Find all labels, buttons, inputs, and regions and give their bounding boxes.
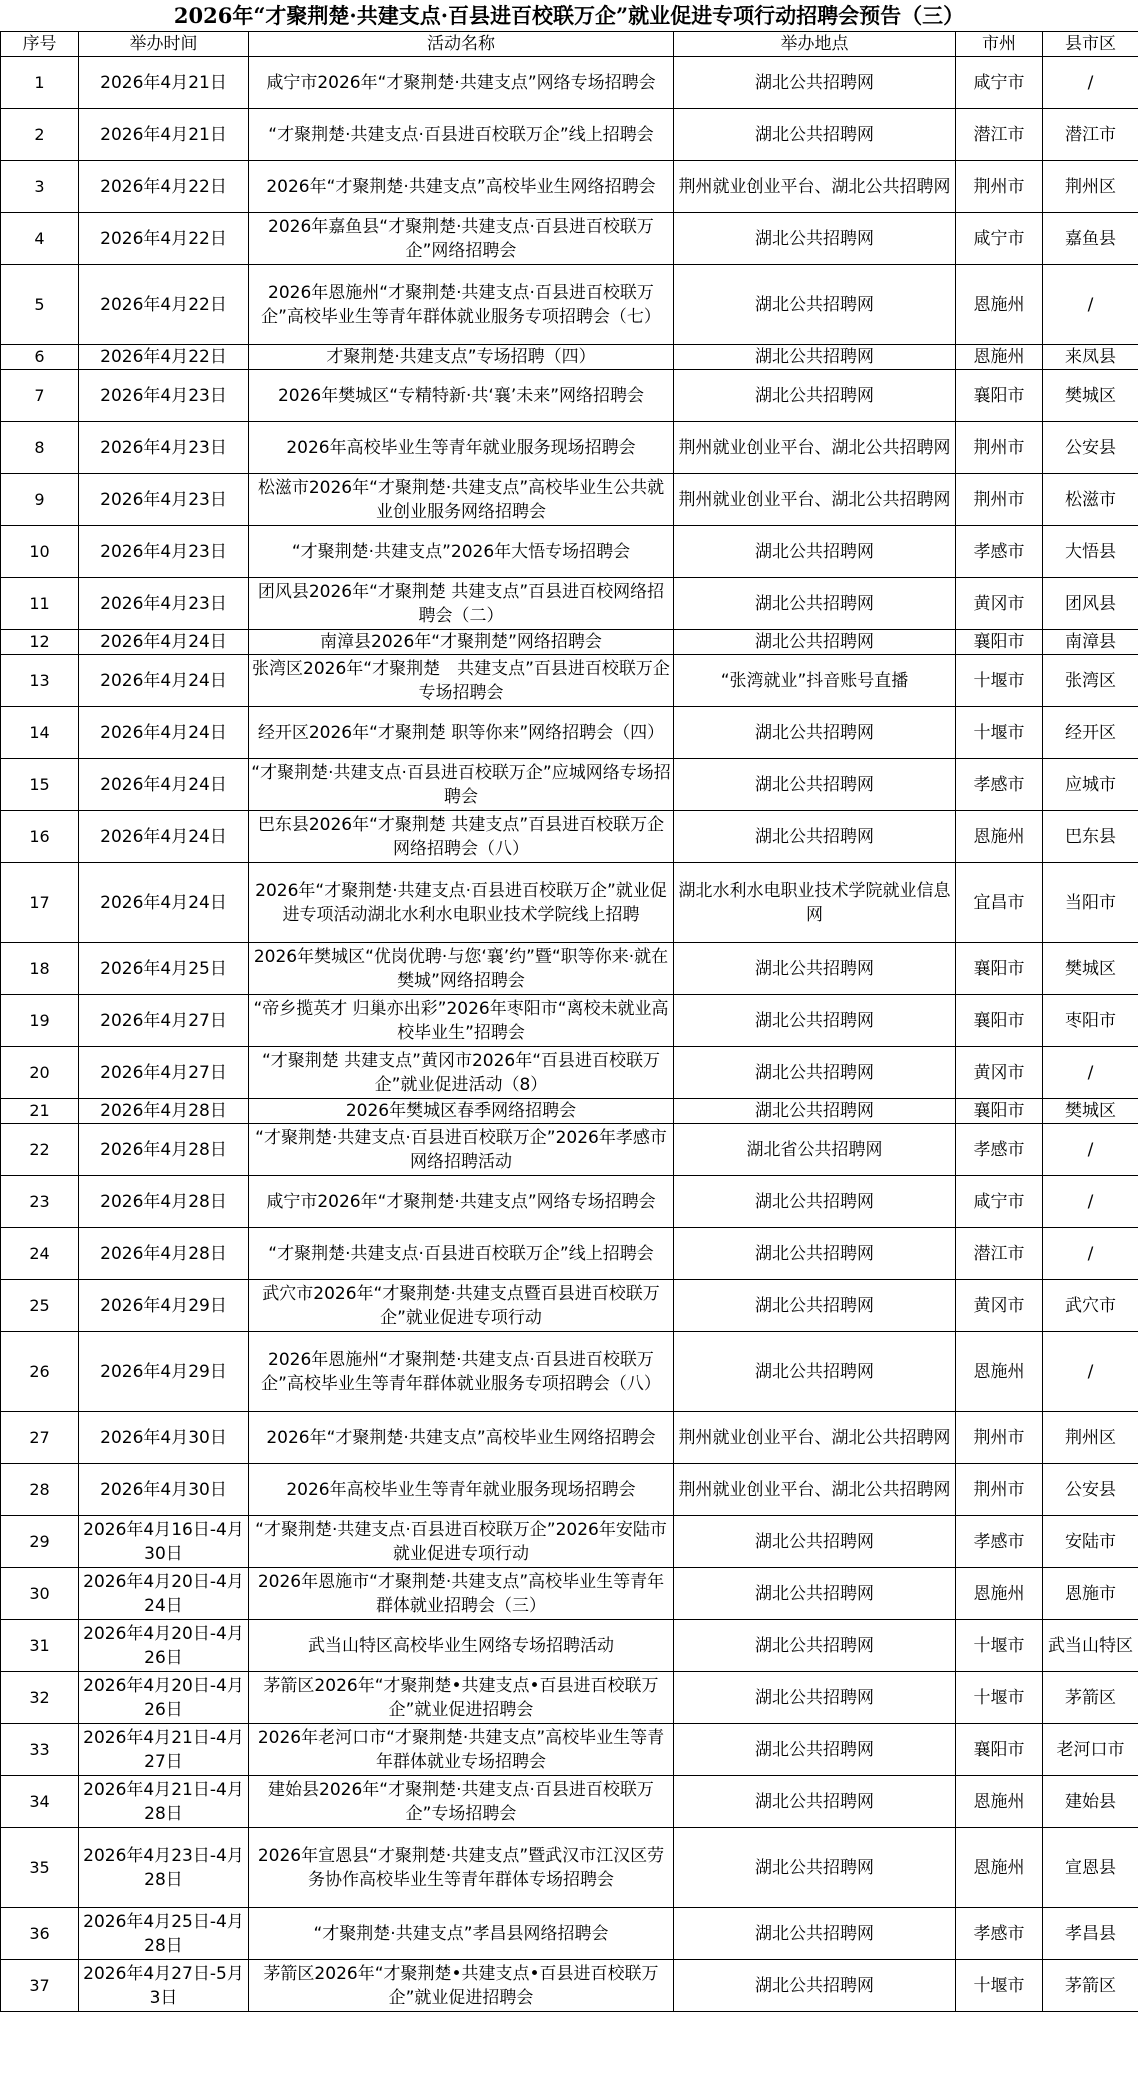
col-header-index: 序号 (1, 32, 79, 57)
cell-city: 恩施州 (956, 1332, 1043, 1412)
cell-county: 荆州区 (1043, 1412, 1138, 1464)
cell-date: 2026年4月28日 (79, 1228, 249, 1280)
table-row (1, 1412, 1138, 1464)
cell-county: 公安县 (1043, 1464, 1138, 1516)
cell-name: 2026年恩施市“才聚荆楚·共建支点”高校毕业生等青年群体就业招聘会（三） (249, 1568, 674, 1620)
cell-county: / (1043, 265, 1138, 345)
cell-place: 湖北公共招聘网 (674, 1516, 956, 1568)
cell-place: 湖北公共招聘网 (674, 370, 956, 422)
table-row (1, 943, 1138, 995)
table-row (1, 630, 1138, 655)
cell-index: 23 (1, 1176, 79, 1228)
cell-place: 湖北公共招聘网 (674, 578, 956, 630)
cell-city: 咸宁市 (956, 213, 1043, 265)
cell-place: 荆州就业创业平台、湖北公共招聘网 (674, 1412, 956, 1464)
cell-name: “才聚荆楚·共建支点·百县进百校联万企”2026年安陆市就业促进专项行动 (249, 1516, 674, 1568)
table-header-row (1, 32, 1138, 57)
cell-county: 樊城区 (1043, 370, 1138, 422)
cell-city: 孝感市 (956, 526, 1043, 578)
table-row (1, 1124, 1138, 1176)
cell-name: 建始县2026年“才聚荆楚·共建支点·百县进百校联万企”专场招聘会 (249, 1776, 674, 1828)
cell-index: 13 (1, 655, 79, 707)
cell-place: 湖北公共招聘网 (674, 213, 956, 265)
cell-county: / (1043, 1228, 1138, 1280)
cell-name: “才聚荆楚·共建支点·百县进百校联万企”2026年孝感市网络招聘活动 (249, 1124, 674, 1176)
col-header-place: 举办地点 (674, 32, 956, 57)
cell-name: 2026年老河口市“才聚荆楚·共建支点”高校毕业生等青年群体就业专场招聘会 (249, 1724, 674, 1776)
cell-date: 2026年4月24日 (79, 655, 249, 707)
table-row (1, 370, 1138, 422)
cell-city: 十堰市 (956, 707, 1043, 759)
table-row (1, 345, 1138, 370)
cell-county: 枣阳市 (1043, 995, 1138, 1047)
table-row (1, 161, 1138, 213)
cell-index: 27 (1, 1412, 79, 1464)
cell-place: 湖北公共招聘网 (674, 630, 956, 655)
cell-date: 2026年4月20日-4月26日 (79, 1620, 249, 1672)
cell-date: 2026年4月25日-4月28日 (79, 1908, 249, 1960)
cell-place: 湖北公共招聘网 (674, 1568, 956, 1620)
cell-name: “帝乡揽英才 归巢亦出彩”2026年枣阳市“离校未就业高校毕业生”招聘会 (249, 995, 674, 1047)
cell-county: 嘉鱼县 (1043, 213, 1138, 265)
cell-place: 荆州就业创业平台、湖北公共招聘网 (674, 422, 956, 474)
cell-name: 2026年樊城区“专精特新·共‘襄’未来”网络招聘会 (249, 370, 674, 422)
table-row (1, 1672, 1138, 1724)
cell-city: 荆州市 (956, 1412, 1043, 1464)
cell-place: 湖北水利水电职业技术学院就业信息网 (674, 863, 956, 943)
cell-name: “才聚荆楚·共建支点·百县进百校联万企”应城网络专场招聘会 (249, 759, 674, 811)
cell-index: 1 (1, 57, 79, 109)
cell-date: 2026年4月28日 (79, 1099, 249, 1124)
cell-county: 樊城区 (1043, 1099, 1138, 1124)
cell-city: 黄冈市 (956, 578, 1043, 630)
cell-date: 2026年4月24日 (79, 630, 249, 655)
cell-city: 襄阳市 (956, 630, 1043, 655)
cell-place: 湖北公共招聘网 (674, 1332, 956, 1412)
col-header-date: 举办时间 (79, 32, 249, 57)
cell-name: “才聚荆楚 共建支点”黄冈市2026年“百县进百校联万企”就业促进活动（8） (249, 1047, 674, 1099)
table-row (1, 265, 1138, 345)
cell-index: 26 (1, 1332, 79, 1412)
cell-date: 2026年4月20日-4月24日 (79, 1568, 249, 1620)
cell-name: 经开区2026年“才聚荆楚 职等你来”网络招聘会（四） (249, 707, 674, 759)
cell-name: 2026年宣恩县“才聚荆楚·共建支点”暨武汉市江汉区劳务协作高校毕业生等青年群体专场招聘会 (249, 1828, 674, 1908)
cell-place: 湖北公共招聘网 (674, 1620, 956, 1672)
cell-city: 咸宁市 (956, 1176, 1043, 1228)
cell-name: 茅箭区2026年“才聚荆楚•共建支点•百县进百校联万企”就业促进招聘会 (249, 1960, 674, 2012)
cell-place: 湖北公共招聘网 (674, 1776, 956, 1828)
cell-index: 12 (1, 630, 79, 655)
table-row (1, 655, 1138, 707)
cell-county: / (1043, 1047, 1138, 1099)
cell-county: 来凤县 (1043, 345, 1138, 370)
table-row (1, 1280, 1138, 1332)
cell-county: 张湾区 (1043, 655, 1138, 707)
cell-place: 湖北公共招聘网 (674, 1960, 956, 2012)
cell-county: 松滋市 (1043, 474, 1138, 526)
cell-place: 湖北公共招聘网 (674, 811, 956, 863)
cell-city: 潜江市 (956, 109, 1043, 161)
col-header-name: 活动名称 (249, 32, 674, 57)
cell-place: 湖北公共招聘网 (674, 57, 956, 109)
cell-name: 2026年嘉鱼县“才聚荆楚·共建支点·百县进百校联万企”网络招聘会 (249, 213, 674, 265)
cell-date: 2026年4月22日 (79, 161, 249, 213)
cell-name: 2026年高校毕业生等青年就业服务现场招聘会 (249, 422, 674, 474)
cell-county: 团风县 (1043, 578, 1138, 630)
cell-name: 才聚荆楚·共建支点”专场招聘（四） (249, 345, 674, 370)
cell-county: 大悟县 (1043, 526, 1138, 578)
cell-place: 湖北公共招聘网 (674, 109, 956, 161)
cell-county: 武当山特区 (1043, 1620, 1138, 1672)
cell-index: 15 (1, 759, 79, 811)
cell-city: 荆州市 (956, 1464, 1043, 1516)
cell-index: 22 (1, 1124, 79, 1176)
cell-place: 湖北公共招聘网 (674, 1047, 956, 1099)
cell-index: 19 (1, 995, 79, 1047)
table-row (1, 811, 1138, 863)
cell-index: 8 (1, 422, 79, 474)
cell-name: 茅箭区2026年“才聚荆楚•共建支点•百县进百校联万企”就业促进招聘会 (249, 1672, 674, 1724)
cell-county: 宣恩县 (1043, 1828, 1138, 1908)
job-fair-table (0, 31, 1138, 2012)
cell-date: 2026年4月23日 (79, 526, 249, 578)
cell-place: 湖北公共招聘网 (674, 265, 956, 345)
cell-place: 湖北公共招聘网 (674, 759, 956, 811)
table-row (1, 474, 1138, 526)
cell-city: 孝感市 (956, 1124, 1043, 1176)
table-row (1, 1176, 1138, 1228)
table-row (1, 1516, 1138, 1568)
table-row (1, 1332, 1138, 1412)
cell-city: 恩施州 (956, 1568, 1043, 1620)
cell-index: 16 (1, 811, 79, 863)
cell-place: 湖北公共招聘网 (674, 345, 956, 370)
table-row (1, 863, 1138, 943)
cell-name: 2026年“才聚荆楚·共建支点”高校毕业生网络招聘会 (249, 161, 674, 213)
cell-name: 团风县2026年“才聚荆楚 共建支点”百县进百校网络招聘会（二） (249, 578, 674, 630)
cell-index: 9 (1, 474, 79, 526)
cell-name: 2026年“才聚荆楚·共建支点”高校毕业生网络招聘会 (249, 1412, 674, 1464)
cell-index: 29 (1, 1516, 79, 1568)
table-row (1, 1047, 1138, 1099)
cell-index: 3 (1, 161, 79, 213)
cell-city: 黄冈市 (956, 1280, 1043, 1332)
cell-date: 2026年4月23日 (79, 370, 249, 422)
cell-date: 2026年4月21日 (79, 109, 249, 161)
cell-index: 25 (1, 1280, 79, 1332)
cell-name: 2026年高校毕业生等青年就业服务现场招聘会 (249, 1464, 674, 1516)
cell-date: 2026年4月22日 (79, 345, 249, 370)
cell-index: 11 (1, 578, 79, 630)
table-row (1, 1099, 1138, 1124)
cell-date: 2026年4月24日 (79, 811, 249, 863)
cell-city: 恩施州 (956, 1776, 1043, 1828)
cell-county: 经开区 (1043, 707, 1138, 759)
cell-name: 咸宁市2026年“才聚荆楚·共建支点”网络专场招聘会 (249, 1176, 674, 1228)
cell-city: 孝感市 (956, 1516, 1043, 1568)
cell-date: 2026年4月25日 (79, 943, 249, 995)
table-row (1, 1620, 1138, 1672)
cell-city: 荆州市 (956, 422, 1043, 474)
cell-county: 老河口市 (1043, 1724, 1138, 1776)
cell-city: 孝感市 (956, 1908, 1043, 1960)
cell-index: 31 (1, 1620, 79, 1672)
cell-date: 2026年4月21日-4月28日 (79, 1776, 249, 1828)
cell-place: 湖北公共招聘网 (674, 995, 956, 1047)
cell-index: 34 (1, 1776, 79, 1828)
cell-city: 襄阳市 (956, 943, 1043, 995)
cell-place: 湖北公共招聘网 (674, 1099, 956, 1124)
cell-date: 2026年4月30日 (79, 1412, 249, 1464)
table-row (1, 526, 1138, 578)
cell-place: 湖北公共招聘网 (674, 1176, 956, 1228)
cell-index: 5 (1, 265, 79, 345)
cell-date: 2026年4月28日 (79, 1124, 249, 1176)
cell-county: 公安县 (1043, 422, 1138, 474)
cell-index: 32 (1, 1672, 79, 1724)
cell-county: 恩施市 (1043, 1568, 1138, 1620)
cell-place: “张湾就业”抖音账号直播 (674, 655, 956, 707)
table-row (1, 213, 1138, 265)
cell-city: 恩施州 (956, 345, 1043, 370)
cell-date: 2026年4月21日 (79, 57, 249, 109)
col-header-county: 县市区 (1043, 32, 1138, 57)
table-row (1, 707, 1138, 759)
cell-index: 6 (1, 345, 79, 370)
cell-name: 武当山特区高校毕业生网络专场招聘活动 (249, 1620, 674, 1672)
cell-index: 7 (1, 370, 79, 422)
cell-name: 武穴市2026年“才聚荆楚·共建支点暨百县进百校联万企”就业促进专项行动 (249, 1280, 674, 1332)
cell-city: 襄阳市 (956, 995, 1043, 1047)
cell-place: 湖北公共招聘网 (674, 943, 956, 995)
cell-date: 2026年4月24日 (79, 863, 249, 943)
table-row (1, 109, 1138, 161)
cell-city: 咸宁市 (956, 57, 1043, 109)
cell-date: 2026年4月23日 (79, 474, 249, 526)
cell-name: “才聚荆楚·共建支点·百县进百校联万企”线上招聘会 (249, 109, 674, 161)
cell-name: 2026年恩施州“才聚荆楚·共建支点·百县进百校联万企”高校毕业生等青年群体就业服务专项招聘会（七） (249, 265, 674, 345)
table-row (1, 578, 1138, 630)
table-body (1, 57, 1138, 2012)
cell-index: 24 (1, 1228, 79, 1280)
cell-date: 2026年4月30日 (79, 1464, 249, 1516)
cell-city: 恩施州 (956, 265, 1043, 345)
cell-index: 4 (1, 213, 79, 265)
cell-city: 十堰市 (956, 655, 1043, 707)
cell-date: 2026年4月27日-5月3日 (79, 1960, 249, 2012)
cell-city: 黄冈市 (956, 1047, 1043, 1099)
cell-index: 17 (1, 863, 79, 943)
cell-index: 21 (1, 1099, 79, 1124)
table-row (1, 1908, 1138, 1960)
cell-place: 湖北公共招聘网 (674, 1672, 956, 1724)
cell-county: / (1043, 57, 1138, 109)
table-row (1, 57, 1138, 109)
cell-city: 恩施州 (956, 1828, 1043, 1908)
table-row (1, 1464, 1138, 1516)
cell-place: 湖北公共招聘网 (674, 526, 956, 578)
cell-name: 2026年“才聚荆楚·共建支点·百县进百校联万企”就业促进专项活动湖北水利水电职业技术学院线上招聘 (249, 863, 674, 943)
cell-city: 孝感市 (956, 759, 1043, 811)
cell-place: 荆州就业创业平台、湖北公共招聘网 (674, 1464, 956, 1516)
cell-date: 2026年4月27日 (79, 995, 249, 1047)
table-row (1, 995, 1138, 1047)
cell-name: 松滋市2026年“才聚荆楚·共建支点”高校毕业生公共就业创业服务网络招聘会 (249, 474, 674, 526)
cell-city: 襄阳市 (956, 370, 1043, 422)
cell-index: 30 (1, 1568, 79, 1620)
cell-county: 樊城区 (1043, 943, 1138, 995)
cell-county: 应城市 (1043, 759, 1138, 811)
cell-date: 2026年4月16日-4月30日 (79, 1516, 249, 1568)
cell-place: 荆州就业创业平台、湖北公共招聘网 (674, 161, 956, 213)
cell-name: “才聚荆楚·共建支点”孝昌县网络招聘会 (249, 1908, 674, 1960)
cell-name: 南漳县2026年“才聚荆楚”网络招聘会 (249, 630, 674, 655)
cell-name: “才聚荆楚·共建支点·百县进百校联万企”线上招聘会 (249, 1228, 674, 1280)
cell-date: 2026年4月22日 (79, 265, 249, 345)
cell-city: 宜昌市 (956, 863, 1043, 943)
cell-county: 茅箭区 (1043, 1960, 1138, 2012)
col-header-city: 市州 (956, 32, 1043, 57)
cell-date: 2026年4月21日-4月27日 (79, 1724, 249, 1776)
cell-place: 湖北公共招聘网 (674, 1228, 956, 1280)
cell-county: / (1043, 1124, 1138, 1176)
cell-index: 35 (1, 1828, 79, 1908)
table-row (1, 1228, 1138, 1280)
cell-name: 2026年樊城区春季网络招聘会 (249, 1099, 674, 1124)
cell-date: 2026年4月23日 (79, 422, 249, 474)
cell-place: 荆州就业创业平台、湖北公共招聘网 (674, 474, 956, 526)
cell-name: 咸宁市2026年“才聚荆楚·共建支点”网络专场招聘会 (249, 57, 674, 109)
table-row (1, 1828, 1138, 1908)
cell-city: 恩施州 (956, 811, 1043, 863)
cell-county: 孝昌县 (1043, 1908, 1138, 1960)
table-row (1, 422, 1138, 474)
cell-city: 十堰市 (956, 1672, 1043, 1724)
cell-name: “才聚荆楚·共建支点”2026年大悟专场招聘会 (249, 526, 674, 578)
cell-city: 荆州市 (956, 161, 1043, 213)
cell-place: 湖北公共招聘网 (674, 707, 956, 759)
cell-index: 14 (1, 707, 79, 759)
cell-date: 2026年4月22日 (79, 213, 249, 265)
cell-date: 2026年4月24日 (79, 707, 249, 759)
cell-county: 巴东县 (1043, 811, 1138, 863)
cell-date: 2026年4月24日 (79, 759, 249, 811)
cell-index: 28 (1, 1464, 79, 1516)
table-row (1, 759, 1138, 811)
cell-place: 湖北公共招聘网 (674, 1908, 956, 1960)
cell-county: 当阳市 (1043, 863, 1138, 943)
cell-county: / (1043, 1176, 1138, 1228)
cell-county: 荆州区 (1043, 161, 1138, 213)
cell-index: 36 (1, 1908, 79, 1960)
cell-place: 湖北公共招聘网 (674, 1828, 956, 1908)
cell-county: 南漳县 (1043, 630, 1138, 655)
cell-index: 18 (1, 943, 79, 995)
cell-place: 湖北省公共招聘网 (674, 1124, 956, 1176)
cell-county: / (1043, 1332, 1138, 1412)
cell-county: 武穴市 (1043, 1280, 1138, 1332)
cell-index: 33 (1, 1724, 79, 1776)
cell-date: 2026年4月23日 (79, 578, 249, 630)
cell-county: 潜江市 (1043, 109, 1138, 161)
cell-date: 2026年4月29日 (79, 1332, 249, 1412)
cell-county: 茅箭区 (1043, 1672, 1138, 1724)
cell-index: 20 (1, 1047, 79, 1099)
cell-place: 湖北公共招聘网 (674, 1724, 956, 1776)
cell-place: 湖北公共招聘网 (674, 1280, 956, 1332)
cell-city: 荆州市 (956, 474, 1043, 526)
cell-index: 10 (1, 526, 79, 578)
cell-index: 37 (1, 1960, 79, 2012)
cell-city: 十堰市 (956, 1960, 1043, 2012)
cell-city: 潜江市 (956, 1228, 1043, 1280)
cell-name: 2026年恩施州“才聚荆楚·共建支点·百县进百校联万企”高校毕业生等青年群体就业服务专项招聘会（八） (249, 1332, 674, 1412)
cell-name: 巴东县2026年“才聚荆楚 共建支点”百县进百校联万企网络招聘会（八） (249, 811, 674, 863)
cell-date: 2026年4月27日 (79, 1047, 249, 1099)
cell-date: 2026年4月23日-4月28日 (79, 1828, 249, 1908)
table-row (1, 1568, 1138, 1620)
cell-index: 2 (1, 109, 79, 161)
cell-city: 襄阳市 (956, 1099, 1043, 1124)
cell-city: 襄阳市 (956, 1724, 1043, 1776)
cell-date: 2026年4月20日-4月26日 (79, 1672, 249, 1724)
cell-city: 十堰市 (956, 1620, 1043, 1672)
cell-county: 建始县 (1043, 1776, 1138, 1828)
cell-county: 安陆市 (1043, 1516, 1138, 1568)
cell-date: 2026年4月29日 (79, 1280, 249, 1332)
cell-name: 2026年樊城区“优岗优聘·与您‘襄’约”暨“职等你来·就在樊城”网络招聘会 (249, 943, 674, 995)
table-row (1, 1776, 1138, 1828)
cell-name: 张湾区2026年“才聚荆楚 共建支点”百县进百校联万企专场招聘会 (249, 655, 674, 707)
table-row (1, 1724, 1138, 1776)
page-title: 2026年“才聚荆楚·共建支点·百县进百校联万企”就业促进专项行动招聘会预告（三） (173, 3, 965, 28)
cell-date: 2026年4月28日 (79, 1176, 249, 1228)
table-row (1, 1960, 1138, 2012)
